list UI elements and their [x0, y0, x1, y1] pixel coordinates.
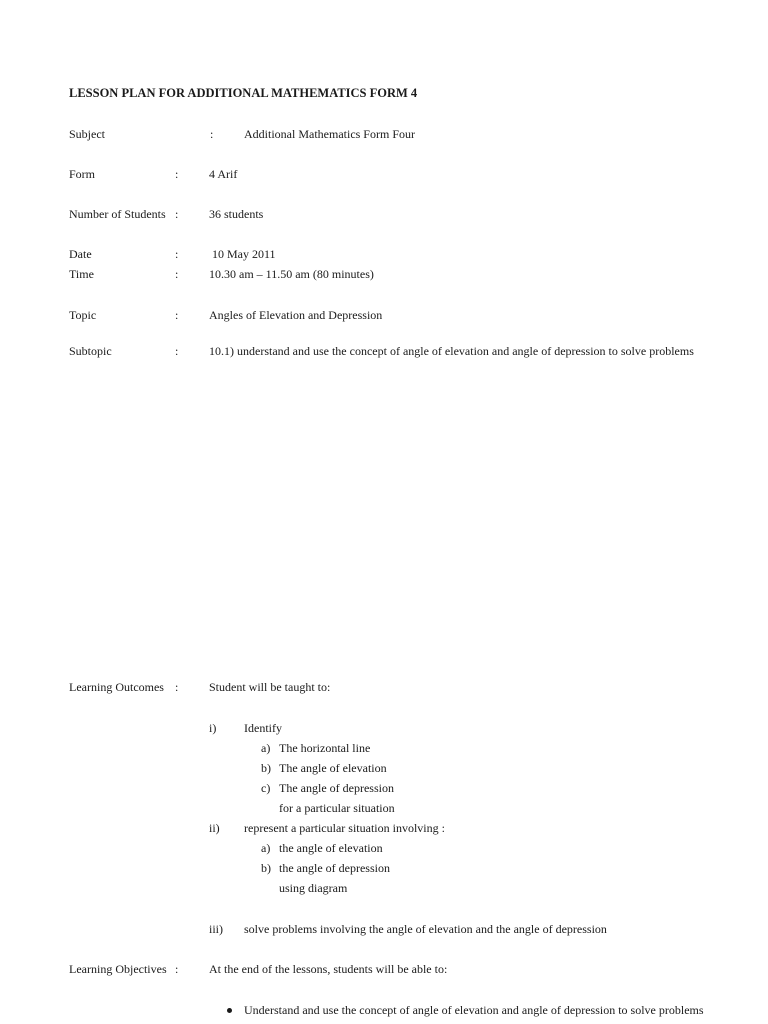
outcome-1-number: i)	[209, 721, 217, 735]
objective-1-text: Understand and use the concept of angle of elevation and angle of depression to solve problems	[244, 1003, 704, 1017]
subject-value: Additional Mathematics Form Four	[244, 127, 415, 141]
outcome-2-text: represent a particular situation involving :	[244, 821, 445, 835]
subtopic-value: 10.1) understand and use the concept of angle of elevation and angle of depression to solve problems	[209, 344, 694, 358]
outcome-2b-text: the angle of depression	[279, 861, 390, 875]
time-colon: :	[175, 267, 179, 281]
date-label: Date	[69, 247, 92, 261]
outcome-1b-letter: b)	[261, 761, 271, 775]
subtopic-label: Subtopic	[69, 344, 112, 358]
outcome-1a-text: The horizontal line	[279, 741, 371, 755]
outcome-2a-letter: a)	[261, 841, 271, 855]
subject-label: Subject	[69, 127, 105, 141]
subject-colon: :	[210, 127, 214, 141]
date-value: 10 May 2011	[212, 247, 276, 261]
outcome-1-tail: for a particular situation	[279, 801, 395, 815]
students-colon: :	[175, 207, 179, 221]
learning-objectives-label: Learning Objectives	[69, 962, 167, 976]
students-value: 36 students	[209, 207, 264, 221]
outcome-1b-text: The angle of elevation	[279, 761, 387, 775]
outcome-1c-text: The angle of depression	[279, 781, 394, 795]
learning-outcomes-label: Learning Outcomes	[69, 680, 164, 694]
outcome-3-number: iii)	[209, 922, 223, 936]
topic-label: Topic	[69, 308, 97, 322]
form-label: Form	[69, 167, 96, 181]
outcome-2-tail: using diagram	[279, 881, 348, 895]
form-value: 4 Arif	[209, 167, 238, 181]
topic-value: Angles of Elevation and Depression	[209, 308, 383, 322]
document-title: LESSON PLAN FOR ADDITIONAL MATHEMATICS FORM 4	[69, 86, 418, 100]
subtopic-colon: :	[175, 344, 179, 358]
time-label: Time	[69, 267, 94, 281]
learning-outcomes-colon: :	[175, 680, 179, 694]
date-colon: :	[175, 247, 179, 261]
learning-objectives-intro: At the end of the lessons, students will be able to:	[209, 962, 448, 976]
outcome-1c-letter: c)	[261, 781, 271, 795]
outcome-3-text: solve problems involving the angle of elevation and the angle of depression	[244, 922, 607, 936]
topic-colon: :	[175, 308, 179, 322]
outcome-1-text: Identify	[244, 721, 282, 735]
outcome-2a-text: the angle of elevation	[279, 841, 383, 855]
outcome-2b-letter: b)	[261, 861, 271, 875]
form-colon: :	[175, 167, 179, 181]
bullet-icon	[227, 1008, 232, 1013]
outcome-1a-letter: a)	[261, 741, 271, 755]
learning-objectives-colon: :	[175, 962, 179, 976]
learning-outcomes-intro: Student will be taught to:	[209, 680, 331, 694]
outcome-2-number: ii)	[209, 821, 220, 835]
time-value: 10.30 am – 11.50 am (80 minutes)	[209, 267, 374, 281]
students-label: Number of Students	[69, 207, 166, 221]
